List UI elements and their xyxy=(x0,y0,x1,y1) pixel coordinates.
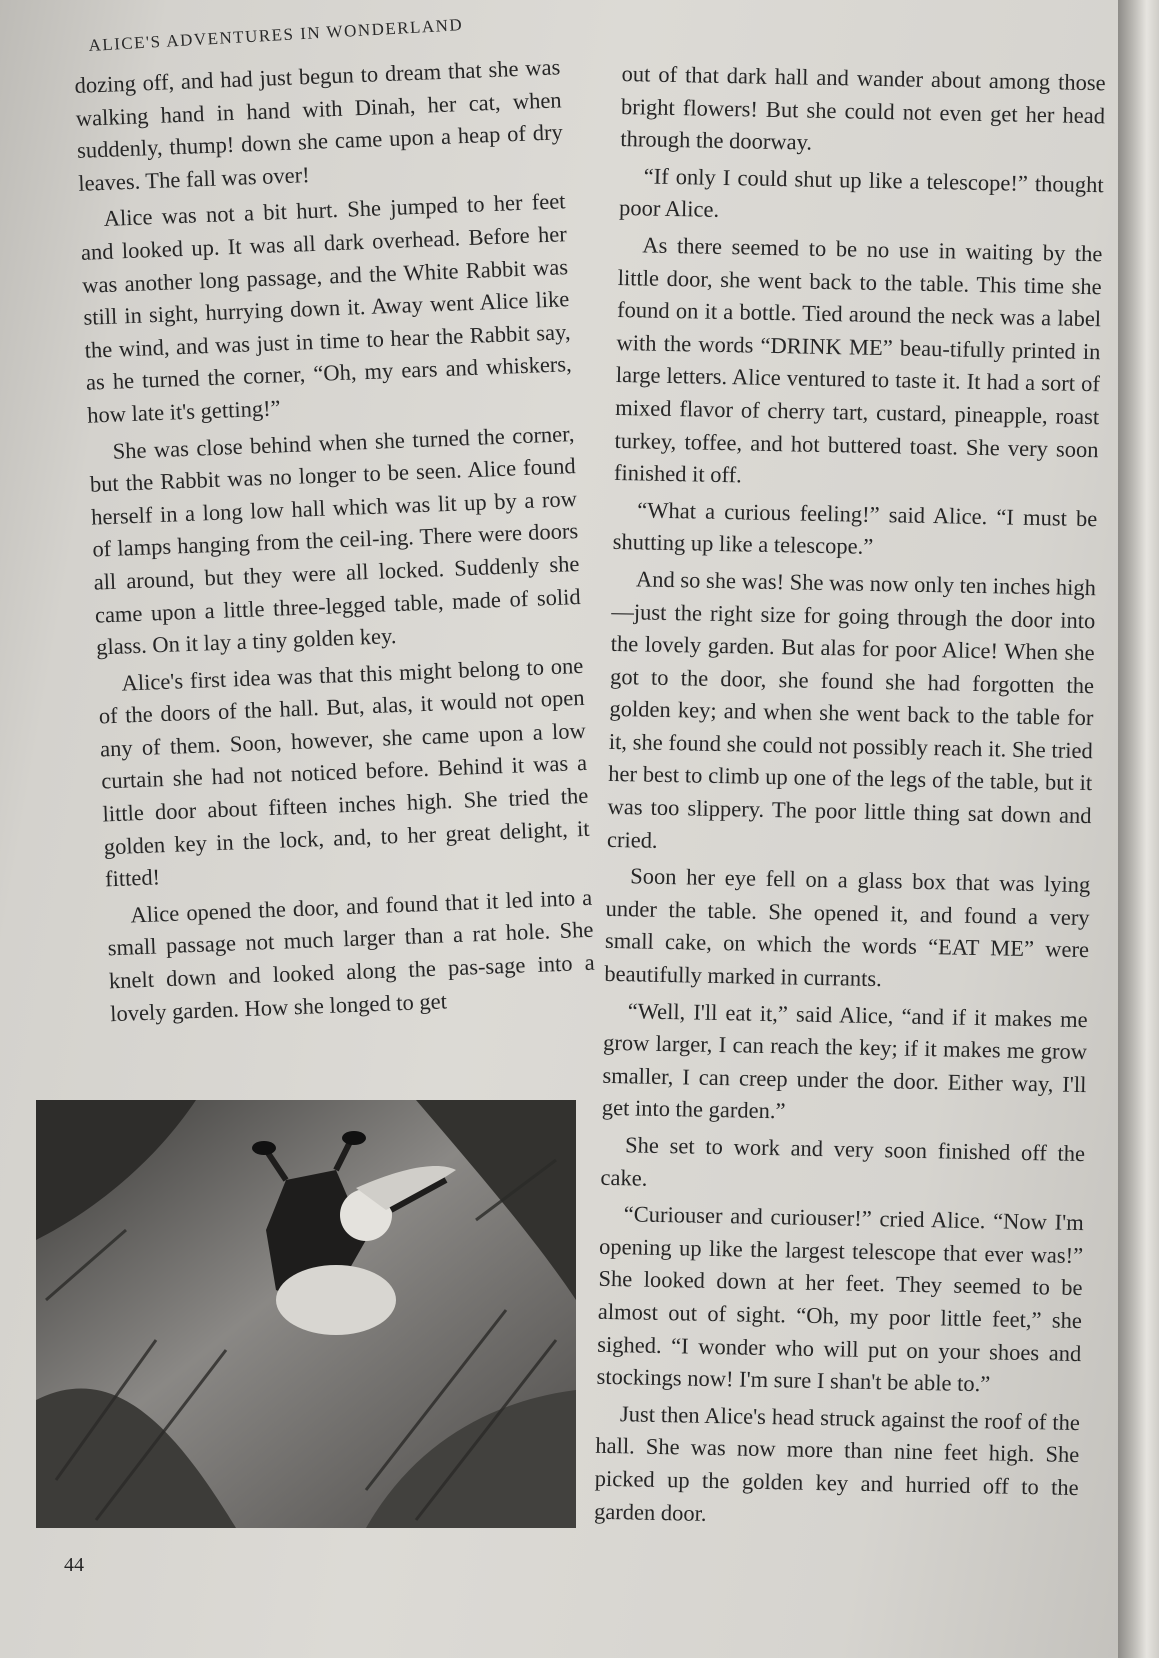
paragraph: Soon her eye fell on a glass box that was lying under the table. She opened it, and found a very small cake, on which the words “EAT ME” were beautifully marked in currants. xyxy=(604,863,1091,992)
paragraph: “If only I could shut up like a telescope!” thought poor Alice. xyxy=(618,163,1104,223)
paragraph: She was close behind when she turned the corner, but the Rabbit was no longer to be seen. Alice found herself in a long low hall which was lit up by a row of lamps hanging from the ceil-ing. There were doors all around, but they were all locked. Suddenly she came upon a little three-legged table, made of solid glass. On it lay a tiny golden key. xyxy=(89,420,582,660)
paragraph: Alice opened the door, and found that it led into a small passage not much larger than a rat hole. She knelt down and looked along the pas-sage into a lovely garden. How she longed to get xyxy=(107,884,596,1026)
running-head: ALICE'S ADVENTURES IN WONDERLAND xyxy=(88,15,464,55)
right-text-column xyxy=(593,58,1106,1567)
paragraph: dozing off, and had just begun to dream that she was walking hand in hand with Dinah, her cat, when suddenly, thump! down she came upon a heap of dry leaves. The fall was over! xyxy=(74,54,564,196)
paragraph: Just then Alice's head struck against the roof of the hall. She was now more than nine feet high. She picked up the golden key and hurried off to the garden door. xyxy=(593,1400,1081,1526)
paragraph: And so she was! She was now only ten inches high—just the right size for going through the door into the lovely garden. But alas for poor Alice! When she got to the door, she found she had forgotten the golden key; and when she went back to the table for it, she found she could not possibly reach it. She tried her best to climb up one of the legs of the table, but it was too slippery. The poor little thing sat down and cried. xyxy=(606,566,1097,853)
paragraph: She set to work and very soon finished off the cake. xyxy=(600,1132,1086,1191)
paragraph: As there seemed to be no use in waiting by the little door, she went back to the table. This time she found on it a bottle. Tied around the neck was a label with the words “DRINK ME” beau-tifully printed in large letters. Alice ventured to taste it. It had a sort of mixed flavor of cherry tart, custard, pineapple, roast turkey, toffee, and hot buttered toast. She very soon finished it off. xyxy=(613,232,1103,488)
paragraph: Alice was not a bit hurt. She jumped to her feet and looked up. It was all dark overhead. Before her was another long passage, and the White Rabbit was still in sight, hurrying down it. Away went Alice like the wind, and was just in time to hear the Rabbit say, as he turned the corner, “Oh, my ears and whiskers, how late it's getting!” xyxy=(80,188,573,428)
paragraph: out of that dark hall and wander about among those bright flowers! But she could not even get her head through the doorway. xyxy=(620,60,1106,155)
paragraph: Alice's first idea was that this might belong to one of the doors of the hall. But, alas, it would not open any of them. Soon, however, she came upon a low curtain she had not noticed before. Behind it was a little door about fifteen inches high. She tried the golden key in the lock, and, to her great delight, it fitted! xyxy=(98,652,590,892)
page-gutter xyxy=(1118,0,1159,1658)
paragraph: “Well, I'll eat it,” said Alice, “and if it makes me grow larger, I can reach the key; if it makes me grow smaller, I can creep under the door. Either way, I'll get into the garden.” xyxy=(601,997,1088,1124)
paragraph: “What a curious feeling!” said Alice. “I must be shutting up like a telescope.” xyxy=(612,497,1098,560)
page-number: 44 xyxy=(64,1554,84,1576)
alice-falling-illustration xyxy=(36,1100,576,1528)
left-text-column xyxy=(74,51,598,1059)
paragraph: “Curiouser and curiouser!” cried Alice. “Now I'm opening up like the largest telescope that ever was!” She looked down at her feet. They seemed to be almost out of sight. “Oh, my poor little feet,” she sighed. “I wonder who will put on your shoes and stockings now! I'm sure I shan't be able to.” xyxy=(596,1201,1084,1397)
